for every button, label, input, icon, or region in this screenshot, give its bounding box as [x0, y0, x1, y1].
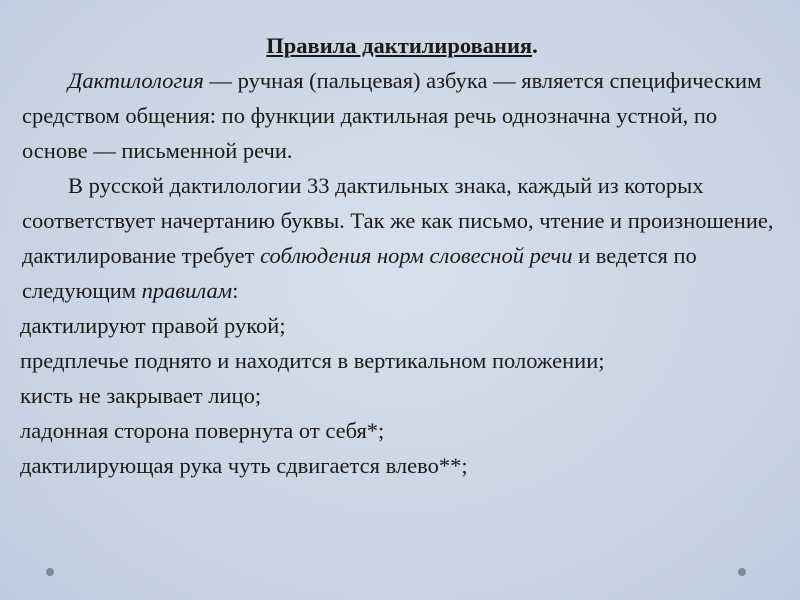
list-item	[6, 448, 782, 483]
intro-text-2: и ведется по следующим	[22, 243, 697, 303]
slide-title-period: .	[532, 33, 538, 58]
intro-text-3: :	[232, 278, 239, 303]
rules-list	[22, 308, 782, 483]
definition-text: — ручная (пальцевая) азбука — является специфическим средством общения: по функции дактильная речь однозначна устной, по основе — письменной речи.	[22, 68, 762, 163]
rule-text: ладонная сторона повернута от себя*;	[20, 418, 385, 443]
rule-text: предплечье поднято и находится в вертикальном положении;	[20, 348, 605, 373]
decorative-dot-left	[46, 568, 54, 576]
paragraph-rules-intro	[22, 168, 782, 308]
slide-content	[22, 28, 782, 483]
intro-italic-norms: соблюдения норм словесной речи	[260, 243, 573, 268]
rule-text: дактилируют правой рукой;	[20, 313, 286, 338]
rule-text: кисть не закрывает лицо;	[20, 383, 262, 408]
list-item	[6, 343, 782, 378]
list-item	[6, 413, 782, 448]
slide-title-text: Правила дактилирования	[266, 33, 533, 58]
intro-italic-rules: правилам	[141, 278, 233, 303]
intro-text-1: В русской дактилологии 33 дактильных знака, каждый из которых соответствует начертанию буквы. Так же как письмо, чтение и произношение, дактилирование требует	[22, 173, 774, 268]
term-dactylology: Дактилология	[68, 68, 204, 93]
rule-text: дактилирующая рука чуть сдвигается влево**;	[20, 453, 468, 478]
list-item	[6, 378, 782, 413]
slide-title	[22, 28, 782, 63]
list-item	[6, 308, 782, 343]
paragraph-definition	[22, 63, 782, 168]
decorative-dot-right	[738, 568, 746, 576]
